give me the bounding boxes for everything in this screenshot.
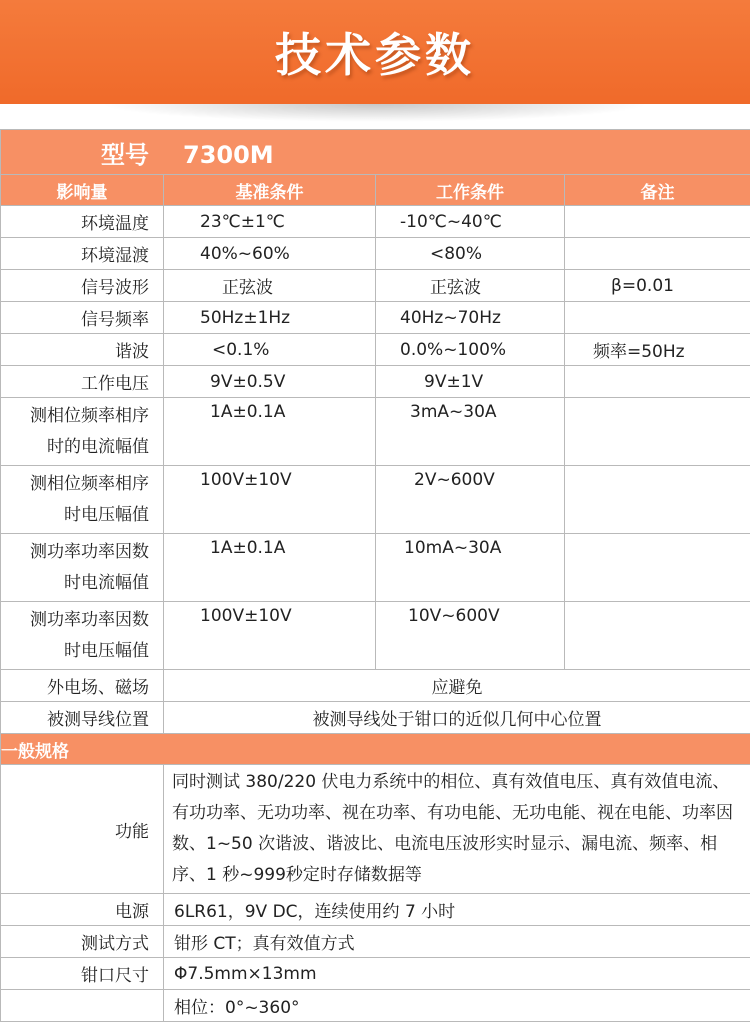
table-row (1, 534, 750, 602)
model-cell (1, 130, 750, 175)
table-row (1, 398, 750, 466)
row-label: 外电场、磁场 (1, 670, 164, 702)
reference-value: 1A±0.1A (164, 534, 376, 602)
header-influence: 影响量 (1, 175, 164, 206)
table-row (1, 926, 750, 958)
note-value: 频率=50Hz (565, 334, 750, 366)
spec-table (0, 129, 750, 1022)
row-label: 信号频率 (1, 302, 164, 334)
jaw-value: Φ7.5mm×13mm (164, 958, 750, 990)
model-value: 7300M (149, 141, 274, 169)
working-value: 10V~600V (376, 602, 565, 670)
table-row (1, 334, 750, 366)
table-row (1, 466, 750, 534)
page-title: 技术参数 (275, 19, 475, 85)
row-label: 信号波形 (1, 270, 164, 302)
working-value: 10mA~30A (376, 534, 565, 602)
table-row (1, 302, 750, 334)
row-label-line1: 测相位频率相序 (1, 401, 149, 432)
working-value: 40Hz~70Hz (376, 302, 565, 334)
row-label-line1: 测功率功率因数 (1, 605, 149, 636)
working-value: 正弦波 (376, 270, 565, 302)
row-label: 功能 (1, 765, 164, 894)
row-label-line1: 测功率功率因数 (1, 537, 149, 568)
reference-value: 50Hz±1Hz (164, 302, 376, 334)
row-label (1, 534, 164, 602)
row-label-line2: 时的电流幅值 (1, 432, 149, 463)
note-value (565, 602, 750, 670)
note-value (565, 302, 750, 334)
note-value (565, 534, 750, 602)
table-row (1, 206, 750, 238)
row-label-line2: 时电压幅值 (1, 636, 149, 667)
model-row (1, 130, 750, 175)
table-row (1, 958, 750, 990)
method-value: 钳形 CT；真有效值方式 (164, 926, 750, 958)
table-row (1, 990, 750, 1022)
row-label (1, 398, 164, 466)
row-label: 钳口尺寸 (1, 958, 164, 990)
header-reference: 基准条件 (164, 175, 376, 206)
reference-value: 正弦波 (164, 270, 376, 302)
reference-value: 9V±0.5V (164, 366, 376, 398)
working-value: -10℃~40℃ (376, 206, 565, 238)
working-value: 9V±1V (376, 366, 565, 398)
row-label-line1: 测相位频率相序 (1, 469, 149, 500)
row-label (1, 466, 164, 534)
table-row (1, 702, 750, 734)
power-value: 6LR61，9V DC，连续使用约 7 小时 (164, 894, 750, 926)
note-value (565, 398, 750, 466)
table-row (1, 270, 750, 302)
header-note: 备注 (565, 175, 750, 206)
row-label (1, 602, 164, 670)
reference-value: <0.1% (164, 334, 376, 366)
function-row (1, 765, 750, 894)
row-label: 环境湿渡 (1, 238, 164, 270)
header-banner (0, 0, 750, 104)
model-label: 型号 (101, 141, 149, 169)
table-row (1, 894, 750, 926)
working-value: 3mA~30A (376, 398, 565, 466)
working-value: 0.0%~100% (376, 334, 565, 366)
header-working: 工作条件 (376, 175, 565, 206)
row-label: 工作电压 (1, 366, 164, 398)
function-text: 同时测试 380/220 伏电力系统中的相位、真有效值电压、真有效值电流、有功功率、无功功率、视在功率、有功电能、无功电能、视在电能、功率因数、1~50 次谐波、谐波比、电流电压波形实时显示、漏电流、频率、相序、1 秒~999秒定时存储数据等 (164, 765, 750, 894)
note-value (565, 366, 750, 398)
row-label: 谐波 (1, 334, 164, 366)
merged-value: 被测导线处于钳口的近似几何中心位置 (164, 702, 750, 734)
row-label: 电源 (1, 894, 164, 926)
reference-value: 1A±0.1A (164, 398, 376, 466)
table-row (1, 238, 750, 270)
row-label-line2: 时电压幅值 (1, 500, 149, 531)
section-title: 一般规格 (1, 734, 750, 765)
table-row (1, 366, 750, 398)
row-label: 环境温度 (1, 206, 164, 238)
reference-value: 100V±10V (164, 602, 376, 670)
working-value: <80% (376, 238, 565, 270)
note-value (565, 238, 750, 270)
table-row (1, 602, 750, 670)
working-value: 2V~600V (376, 466, 565, 534)
banner-shadow (100, 104, 650, 122)
merged-value: 应避免 (164, 670, 750, 702)
section-header-row (1, 734, 750, 765)
row-label: 被测导线位置 (1, 702, 164, 734)
row-label (1, 990, 164, 1022)
table-header-row (1, 175, 750, 206)
row-label-line2: 时电流幅值 (1, 568, 149, 599)
table-row (1, 670, 750, 702)
note-value (565, 466, 750, 534)
reference-value: 100V±10V (164, 466, 376, 534)
phase-value: 相位：0°~360° (164, 990, 750, 1022)
note-value (565, 206, 750, 238)
reference-value: 40%~60% (164, 238, 376, 270)
note-value: β=0.01 (565, 270, 750, 302)
row-label: 测试方式 (1, 926, 164, 958)
reference-value: 23℃±1℃ (164, 206, 376, 238)
